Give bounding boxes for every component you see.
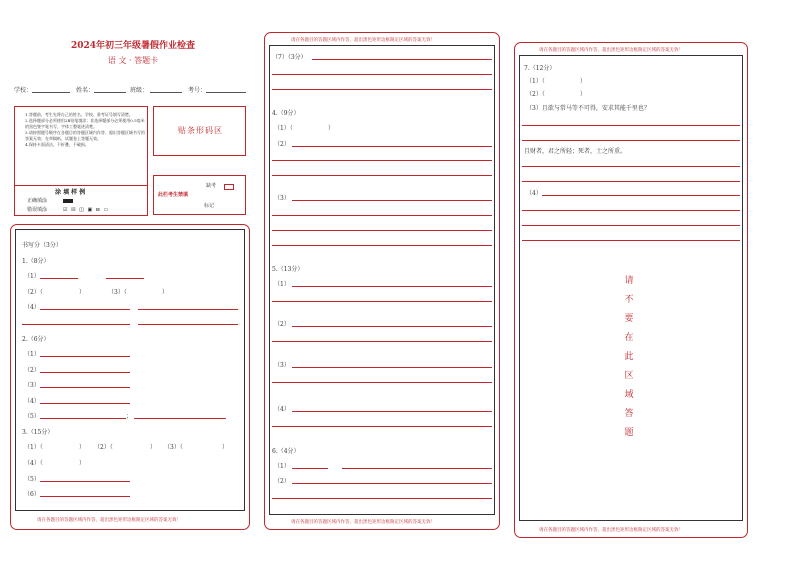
warning-text: 请在各题目的答题区域内作答，超出黑色矩形边框限定区域的答案无效！ [37, 518, 181, 523]
answer-line[interactable] [522, 210, 740, 211]
q1-4-label: （4） [24, 304, 40, 311]
q1-2-label: （2）（ [24, 289, 43, 296]
q3-6-label: （6） [24, 491, 40, 498]
answer-line[interactable] [292, 326, 492, 327]
q1-3-label: （3）（ [108, 289, 127, 296]
question-2-label: 2.（6分） [22, 336, 50, 343]
answer-line[interactable] [272, 382, 492, 383]
answer-line[interactable] [272, 89, 492, 90]
note-item: 3.请按照题号顺序在各题目的答题区域内作答，超出答题区域书写的答案无效；在草稿纸、试题卷上答题无效。 [25, 130, 145, 141]
q7-2-label: （2）（ [526, 91, 545, 98]
q3-1-close: ） [79, 444, 86, 451]
answer-line[interactable] [292, 411, 492, 412]
page-title: 2024年初三年级暑假作业检查 [70, 41, 196, 51]
q5-4-label: （4） [274, 406, 290, 413]
answer-line[interactable] [342, 468, 492, 469]
name-field[interactable] [94, 92, 126, 93]
q3-4-label: （4）（ [24, 460, 43, 467]
answer-line[interactable] [272, 175, 492, 176]
answer-line[interactable] [292, 483, 492, 484]
answer-line[interactable] [40, 278, 78, 279]
q7-1-label: （1）（ [526, 78, 545, 85]
q4-3-label: （3） [274, 195, 290, 202]
q4-1-label: （1）（ [274, 125, 293, 132]
q7-4-label: （4） [526, 190, 542, 197]
question-4-label: 4.（9分） [272, 110, 300, 117]
q2-5-separator: ； [126, 413, 133, 420]
answer-frame-1 [15, 229, 245, 511]
q7-part-label: （7）（3分） [272, 54, 307, 61]
answer-line[interactable] [522, 240, 740, 241]
q5-2-label: （2） [274, 321, 290, 328]
answer-line[interactable] [272, 160, 492, 161]
answer-line[interactable] [22, 324, 130, 325]
question-3-label: 3.（15分） [22, 429, 54, 436]
fill-sample-title: 涂 填 样 例 [55, 189, 86, 196]
notice-char: 不 [624, 295, 634, 305]
answer-line[interactable] [272, 341, 492, 342]
class-label: 班级： [130, 87, 149, 94]
absent-label-b: 标记 [204, 203, 215, 209]
q1-1-label: （1） [24, 273, 40, 280]
q7-2-close: ） [580, 91, 587, 98]
school-field[interactable] [32, 92, 70, 93]
q2-1-label: （1） [24, 351, 40, 358]
answer-line[interactable] [522, 140, 740, 141]
q2-2-label: （2） [24, 367, 40, 374]
notice-char: 区 [624, 371, 634, 381]
q6-2-label: （2） [274, 478, 290, 485]
warning-text: 请在各题目的答题区域内作答，超出黑色矩形边框限定区域的答案无效！ [539, 528, 683, 533]
answer-line[interactable] [542, 195, 740, 196]
school-label: 学校： [14, 87, 33, 94]
no-answer-notice [622, 272, 636, 443]
answer-line[interactable] [40, 309, 130, 310]
q3-3-close: ） [222, 444, 229, 451]
q5-1-label: （1） [274, 281, 290, 288]
absent-note: 此栏考生禁填 [158, 192, 189, 198]
q1-3-close: ） [162, 289, 169, 296]
note-item: 2.选择题部分必须使用2B铅笔填涂；非选择题部分必须使用0.5毫米的黑色签字笔书写，字体工整笔迹清楚。 [25, 118, 145, 129]
answer-frame-2 [269, 45, 495, 515]
q2-5-label: （5） [24, 413, 40, 420]
warning-text: 请在各题目的答题区域内作答，超出黑色矩形边框限定区域的答案无效！ [539, 48, 683, 53]
warning-text: 请在各题目的答题区域内作答，超出黑色矩形边框限定区域的答案无效！ [291, 38, 435, 43]
wrong-fill-marks: ☑ ☒ ◫ ▣ ⊟ ▭ [63, 207, 110, 213]
answer-line[interactable] [272, 498, 492, 499]
question-5-label: 5.（13分） [272, 266, 304, 273]
q1-2-close: ） [79, 289, 86, 296]
q3-2-close: ） [150, 444, 157, 451]
barcode-area [153, 106, 246, 156]
question-1-label: 1.（8分） [22, 258, 50, 265]
q7-1-close: ） [580, 78, 587, 85]
answer-line[interactable] [272, 230, 492, 231]
answer-panel-2 [264, 32, 500, 530]
notice-char: 请 [624, 276, 634, 286]
notes-box [14, 106, 148, 216]
notice-char: 此 [624, 352, 634, 362]
q3-3-label: （3）（ [164, 444, 183, 451]
notice-char: 要 [624, 314, 634, 324]
notice-char: 域 [624, 390, 634, 400]
answer-line[interactable] [40, 372, 130, 373]
q5-3-label: （3） [274, 362, 290, 369]
name-label: 姓名： [76, 87, 95, 94]
answer-line[interactable] [272, 301, 492, 302]
q6-1-label: （1） [274, 463, 290, 470]
writing-score-label: 书写分（3分） [22, 242, 62, 249]
notes-list [25, 112, 145, 148]
answer-line[interactable] [292, 200, 492, 201]
question-7-label: 7.（12分） [524, 65, 556, 72]
answer-line[interactable] [138, 324, 238, 325]
class-field[interactable] [150, 92, 182, 93]
answer-line[interactable] [40, 496, 130, 497]
correct-fill-mark [63, 199, 73, 203]
exam-no-field[interactable] [206, 92, 246, 93]
fill-correct-label: 正确填涂 [27, 198, 48, 204]
answer-line[interactable] [292, 367, 492, 368]
answer-line[interactable] [138, 309, 238, 310]
answer-line[interactable] [272, 215, 492, 216]
q3-4-close: ） [79, 460, 86, 467]
warning-text: 请在各题目的答题区域内作答，超出黑色矩形边框限定区域的答案无效！ [291, 520, 435, 525]
answer-line[interactable] [522, 181, 740, 182]
fill-wrong-label: 错误填涂 [27, 207, 48, 213]
page-subtitle: 语 文 · 答题卡 [107, 56, 159, 65]
answer-line[interactable] [292, 146, 492, 147]
q3-5-label: （5） [24, 476, 40, 483]
q4-2-label: （2） [274, 141, 290, 148]
absent-label-a: 缺考 [206, 183, 217, 189]
q2-4-label: （4） [24, 398, 40, 405]
question-6-label: 6.（4分） [272, 448, 300, 455]
q7-3-prompt: （3）且欲与常马等不可得，安求其能千里也？ [526, 105, 650, 112]
answer-line[interactable] [522, 125, 740, 126]
answer-line[interactable] [40, 387, 130, 388]
answer-line[interactable] [272, 74, 492, 75]
note-item: 4.保持卡面清洁，不折叠，不破损。 [25, 142, 89, 147]
q3-1-label: （1）（ [24, 444, 43, 451]
exam-no-label: 考号： [188, 87, 207, 94]
answer-line[interactable] [40, 481, 130, 482]
q4-1-close: ） [328, 125, 335, 132]
barcode-label: 贴条形码区 [178, 126, 223, 135]
answer-panel-1 [10, 224, 250, 530]
notice-char: 答 [624, 409, 634, 419]
answer-line[interactable] [40, 403, 130, 404]
answer-line[interactable] [292, 286, 492, 287]
answer-line[interactable] [522, 225, 740, 226]
answer-line[interactable] [522, 166, 740, 167]
absent-checkbox[interactable] [224, 184, 234, 190]
answer-line[interactable] [106, 278, 144, 279]
note-item: 1.答题前，考生先将自己的姓名、学校、准考证号填写清楚。 [25, 112, 133, 117]
answer-line[interactable] [312, 59, 492, 60]
answer-line[interactable] [272, 426, 492, 427]
q3-2-label: （2）（ [94, 444, 113, 451]
answer-line[interactable] [292, 468, 328, 469]
answer-line[interactable] [40, 418, 126, 419]
answer-line[interactable] [40, 356, 130, 357]
notice-char: 在 [624, 333, 634, 343]
answer-line[interactable] [134, 418, 226, 419]
notice-char: 题 [624, 428, 634, 438]
q7-sentence: 且财者，君之所轻；死者，士之所重。 [524, 148, 627, 155]
absent-mark-box [153, 175, 246, 215]
q2-3-label: （3） [24, 382, 40, 389]
answer-line[interactable] [272, 245, 492, 246]
